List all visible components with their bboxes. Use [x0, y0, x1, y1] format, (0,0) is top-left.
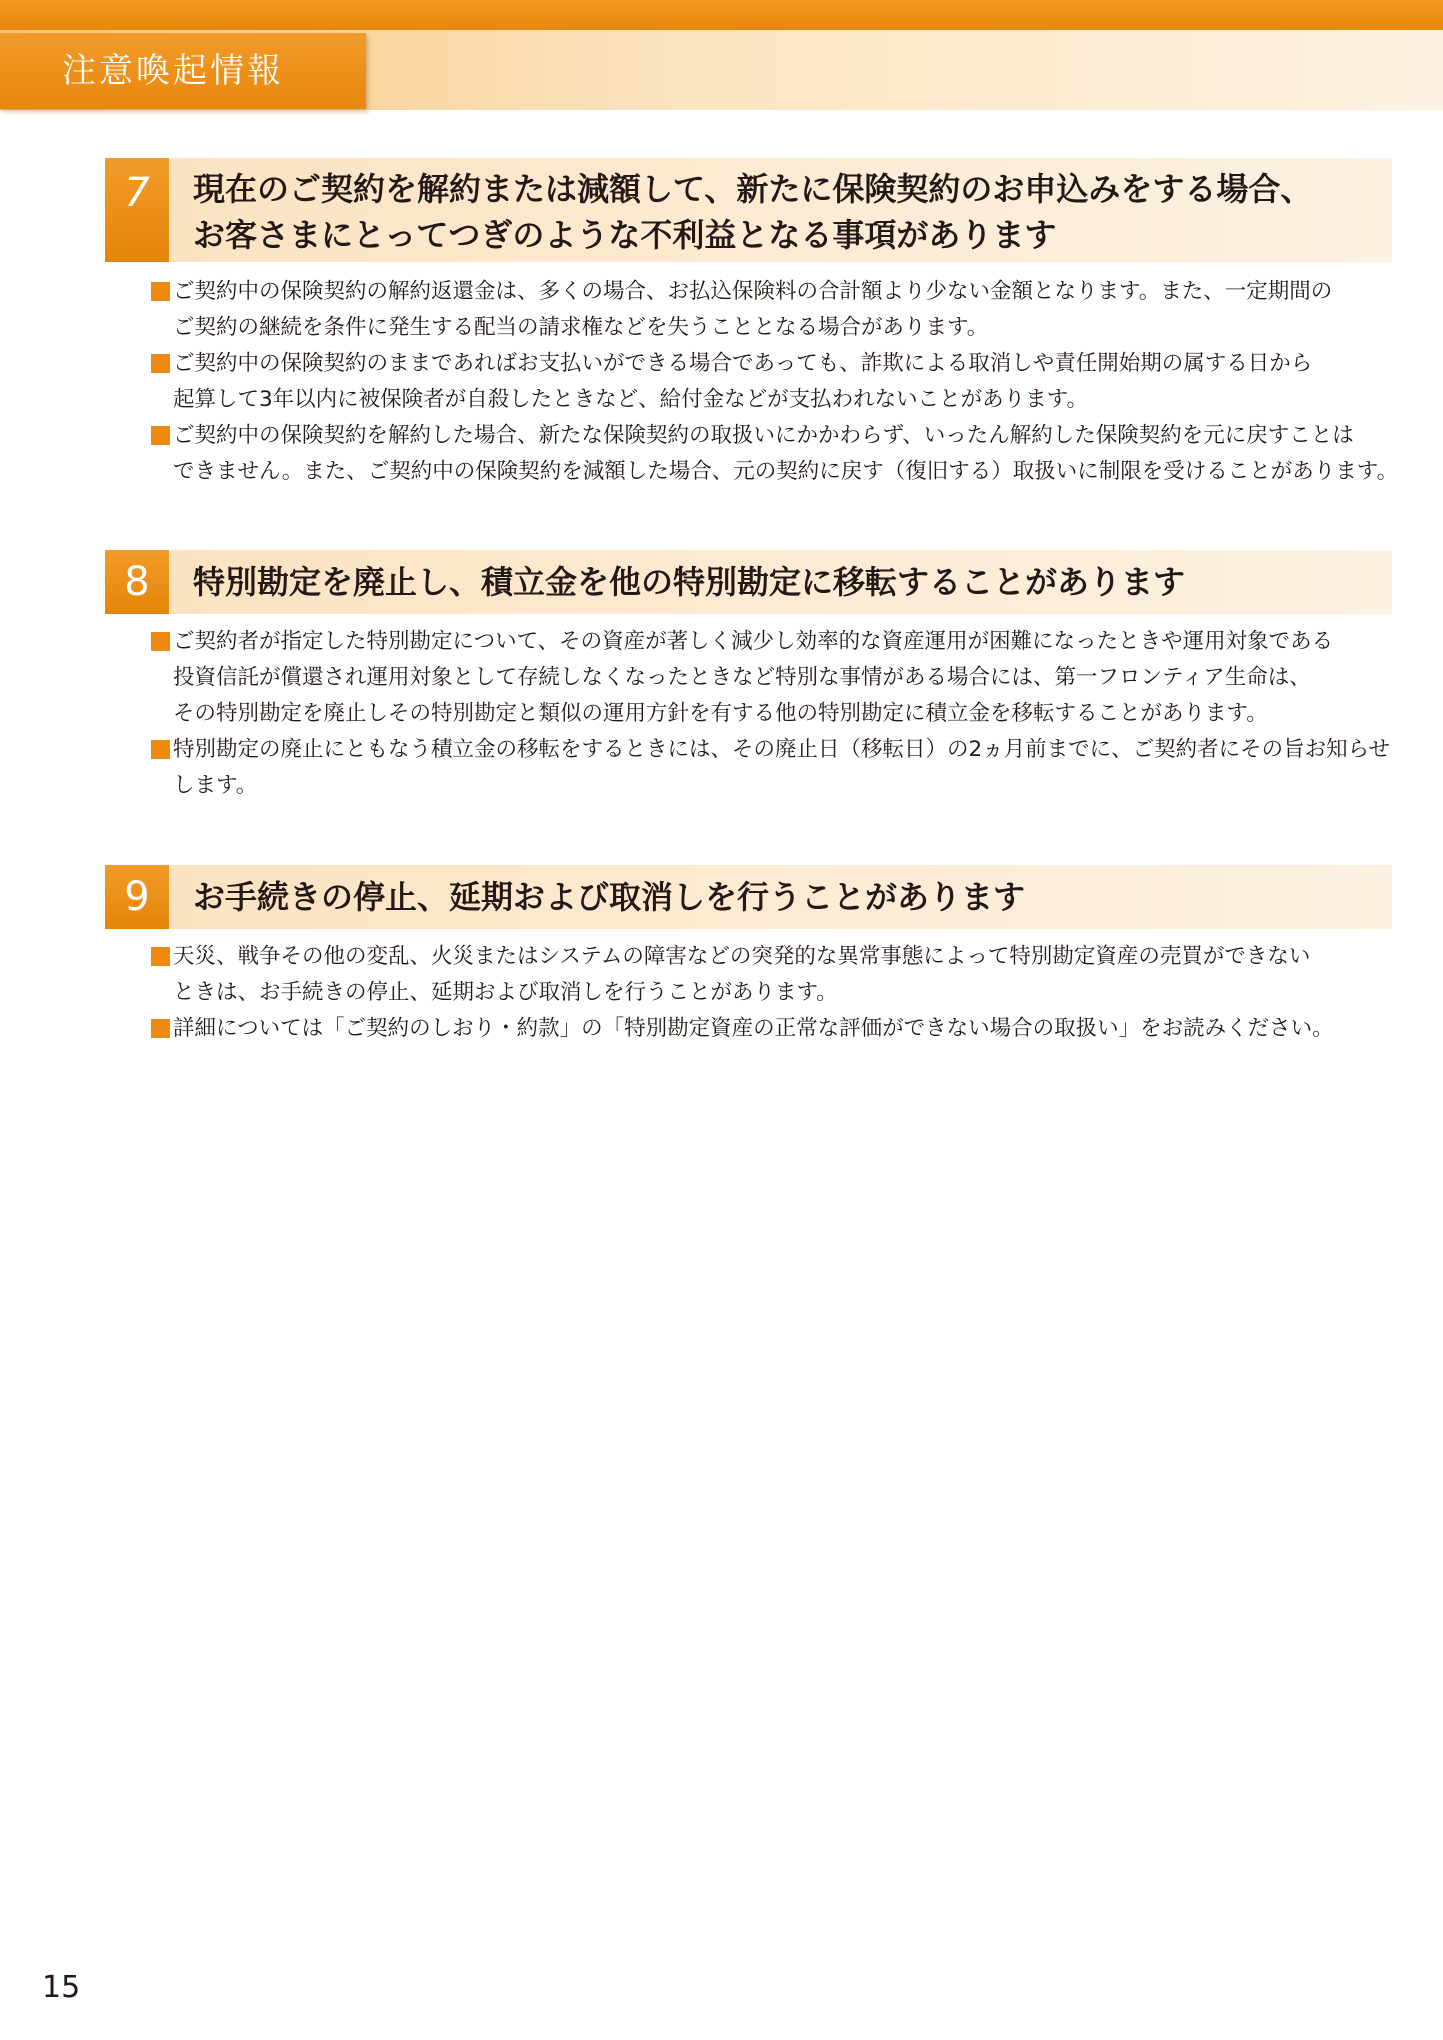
section-9-number: 9 [105, 865, 169, 929]
list-item [151, 346, 1392, 418]
list-item-line: 天災、戦争その他の変乱、火災またはシステムの障害などの突発的な異常事態によって特別勘定資産の売買ができない [173, 944, 1311, 969]
section-9-title-line: お手続きの停止、延期および取消しを行うことがあります [193, 878, 1026, 916]
list-item-line: 特別勘定の廃止にともなう積立金の移転をするときには、その廃止日（移転日）の2ヵ月前までに、ご契約者にその旨お知らせ [173, 737, 1391, 762]
header-tab [0, 33, 366, 109]
section-8-bullet-list [105, 624, 1392, 804]
list-item-line: ご契約中の保険契約を解約した場合、新たな保険契約の取扱いにかかわらず、いったん解約した保険契約を元に戻すことは [173, 423, 1354, 448]
list-item [151, 274, 1392, 346]
list-item-line: 起算して3年以内に被保険者が自殺したときなど、給付金などが支払われないことがあります。 [173, 387, 1088, 412]
orange-square-bullet-icon [151, 632, 170, 651]
section-7-bullet-list [105, 274, 1399, 490]
section-7-number: 7 [105, 158, 169, 262]
section-8-title-line: 特別勘定を廃止し、積立金を他の特別勘定に移転することがあります [193, 563, 1186, 601]
list-item-line: ご契約の継続を条件に発生する配当の請求権などを失うこととなる場合があります。 [173, 315, 989, 340]
section-7-title-line: 現在のご契約を解約または減額して、新たに保険契約のお申込みをする場合、 [193, 170, 1313, 208]
orange-square-bullet-icon [151, 426, 170, 445]
top-accent-bar [0, 0, 1443, 30]
section-8-title [169, 550, 1392, 614]
section-9-heading [105, 865, 1392, 929]
section-9-title [169, 865, 1392, 929]
list-item-line: できません。また、ご契約中の保険契約を減額した場合、元の契約に戻す（復旧する）取扱いに制限を受けることがあります。 [173, 459, 1399, 484]
list-item [151, 939, 1392, 1011]
orange-square-bullet-icon [151, 282, 170, 301]
list-item-line: します。 [173, 773, 258, 798]
orange-square-bullet-icon [151, 1019, 170, 1038]
section-8 [105, 550, 1392, 804]
list-item-line: 詳細については「ご契約のしおり・約款」の「特別勘定資産の正常な評価ができない場合の取扱い」をお読みください。 [173, 1016, 1334, 1041]
section-7-title [169, 158, 1392, 262]
list-item [151, 624, 1392, 732]
list-item [151, 418, 1399, 490]
section-8-number: 8 [105, 550, 169, 614]
section-8-heading [105, 550, 1392, 614]
page-number: 15 [42, 1970, 81, 2005]
section-7 [105, 158, 1399, 490]
section-7-title-line: お客さまにとってつぎのような不利益となる事項があります [193, 216, 1057, 254]
list-item-line: ご契約中の保険契約の解約返還金は、多くの場合、お払込保険料の合計額より少ない金額となります。また、一定期間の [173, 279, 1333, 304]
orange-square-bullet-icon [151, 354, 170, 373]
list-item-line: ご契約中の保険契約のままであればお支払いができる場合であっても、詐欺による取消しや責任開始期の属する日から [173, 351, 1313, 376]
orange-square-bullet-icon [151, 740, 170, 759]
list-item [151, 1011, 1392, 1047]
list-item-line: ときは、お手続きの停止、延期および取消しを行うことがあります。 [173, 980, 838, 1005]
header-tab-label: 注意喚起情報 [62, 51, 284, 91]
section-9-bullet-list [105, 939, 1392, 1047]
list-item-line: 投資信託が償還され運用対象として存続しなくなったときなど特別な事情がある場合には、第一フロンティア生命は、 [173, 665, 1311, 690]
section-7-heading [105, 158, 1392, 262]
section-9 [105, 865, 1392, 1047]
list-item-line: ご契約者が指定した特別勘定について、その資産が著しく減少し効率的な資産運用が困難になったときや運用対象である [173, 629, 1334, 654]
list-item [151, 732, 1392, 804]
list-item-line: その特別勘定を廃止しその特別勘定と類似の運用方針を有する他の特別勘定に積立金を移転することがあります。 [173, 701, 1268, 726]
orange-square-bullet-icon [151, 947, 170, 966]
